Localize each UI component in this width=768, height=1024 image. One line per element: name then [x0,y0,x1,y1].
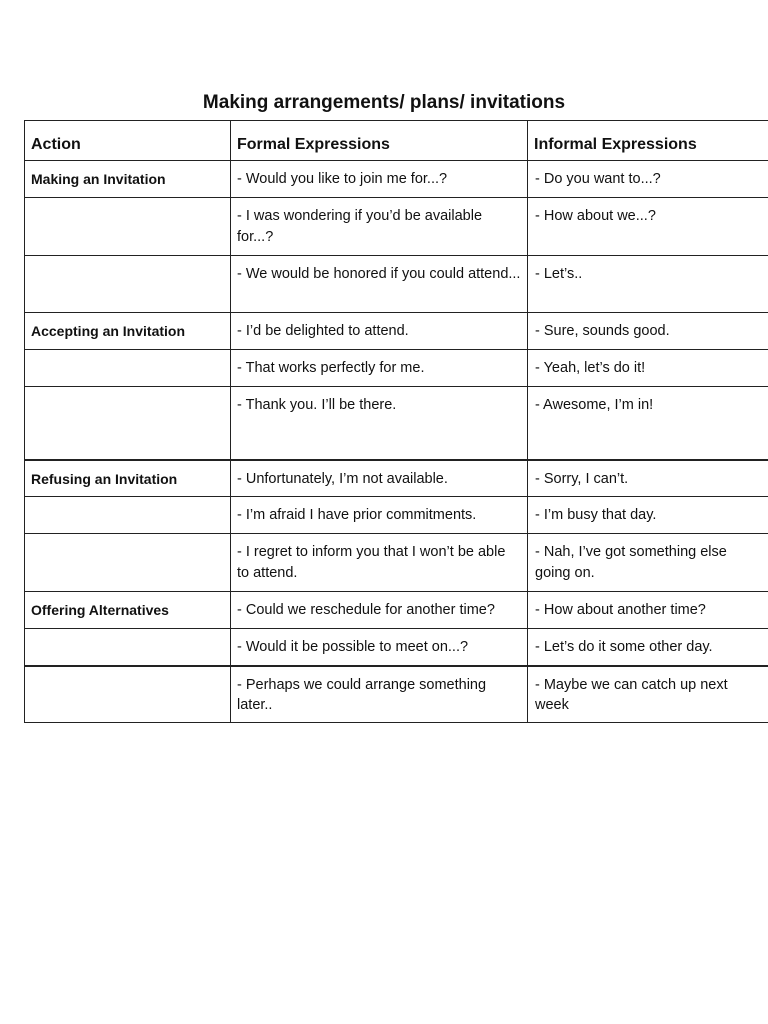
action-cell [25,497,231,534]
formal-cell: - I’d be delighted to attend. [231,313,528,350]
formal-cell: - Unfortunately, I’m not available. [231,460,528,497]
formal-cell: - We would be honored if you could attend... [231,256,528,313]
formal-cell: - I’m afraid I have prior commitments. [231,497,528,534]
action-cell [25,198,231,256]
informal-cell: - Let’s do it some other day. [528,629,768,666]
formal-cell: - I regret to inform you that I won’t be able to attend. [231,534,528,592]
informal-cell: - Sure, sounds good. [528,313,768,350]
header-formal-expressions: Formal Expressions [231,121,528,161]
informal-cell: - Nah, I’ve got something else going on. [528,534,768,592]
expressions-table [24,120,768,723]
table-row [25,629,768,666]
informal-cell: - Let’s.. [528,256,768,313]
formal-cell: - Would it be possible to meet on...? [231,629,528,666]
formal-cell: - Could we reschedule for another time? [231,592,528,629]
informal-cell: - I’m busy that day. [528,497,768,534]
formal-cell: - That works perfectly for me. [231,350,528,387]
table-header-row [25,121,768,161]
table-row [25,387,768,460]
action-cell [25,350,231,387]
action-cell [25,256,231,313]
action-cell: Refusing an Invitation [25,460,231,497]
table-row [25,497,768,534]
action-cell: Accepting an Invitation [25,313,231,350]
header-action: Action [25,121,231,161]
table-row [25,256,768,313]
informal-cell: - Maybe we can catch up next week [528,666,768,723]
formal-cell: - Perhaps we could arrange something later.. [231,666,528,723]
table-row [25,666,768,723]
formal-cell: - Would you like to join me for...? [231,161,528,198]
action-cell: Offering Alternatives [25,592,231,629]
action-cell [25,666,231,723]
informal-cell: - Yeah, let’s do it! [528,350,768,387]
table-row [25,198,768,256]
table-row [25,460,768,497]
table-row [25,534,768,592]
informal-cell: - How about we...? [528,198,768,256]
action-cell [25,534,231,592]
header-informal-expressions: Informal Expressions [528,121,768,161]
document-title: Making arrangements/ plans/ invitations [202,92,566,113]
informal-cell: - How about another time? [528,592,768,629]
table-row [25,161,768,198]
action-cell [25,387,231,460]
informal-cell: - Do you want to...? [528,161,768,198]
informal-cell: - Sorry, I can’t. [528,460,768,497]
table-row [25,350,768,387]
table-row [25,592,768,629]
informal-cell: - Awesome, I’m in! [528,387,768,460]
formal-cell: - I was wondering if you’d be available for...? [231,198,528,256]
formal-cell: - Thank you. I’ll be there. [231,387,528,460]
table-row [25,313,768,350]
action-cell [25,629,231,666]
action-cell: Making an Invitation [25,161,231,198]
